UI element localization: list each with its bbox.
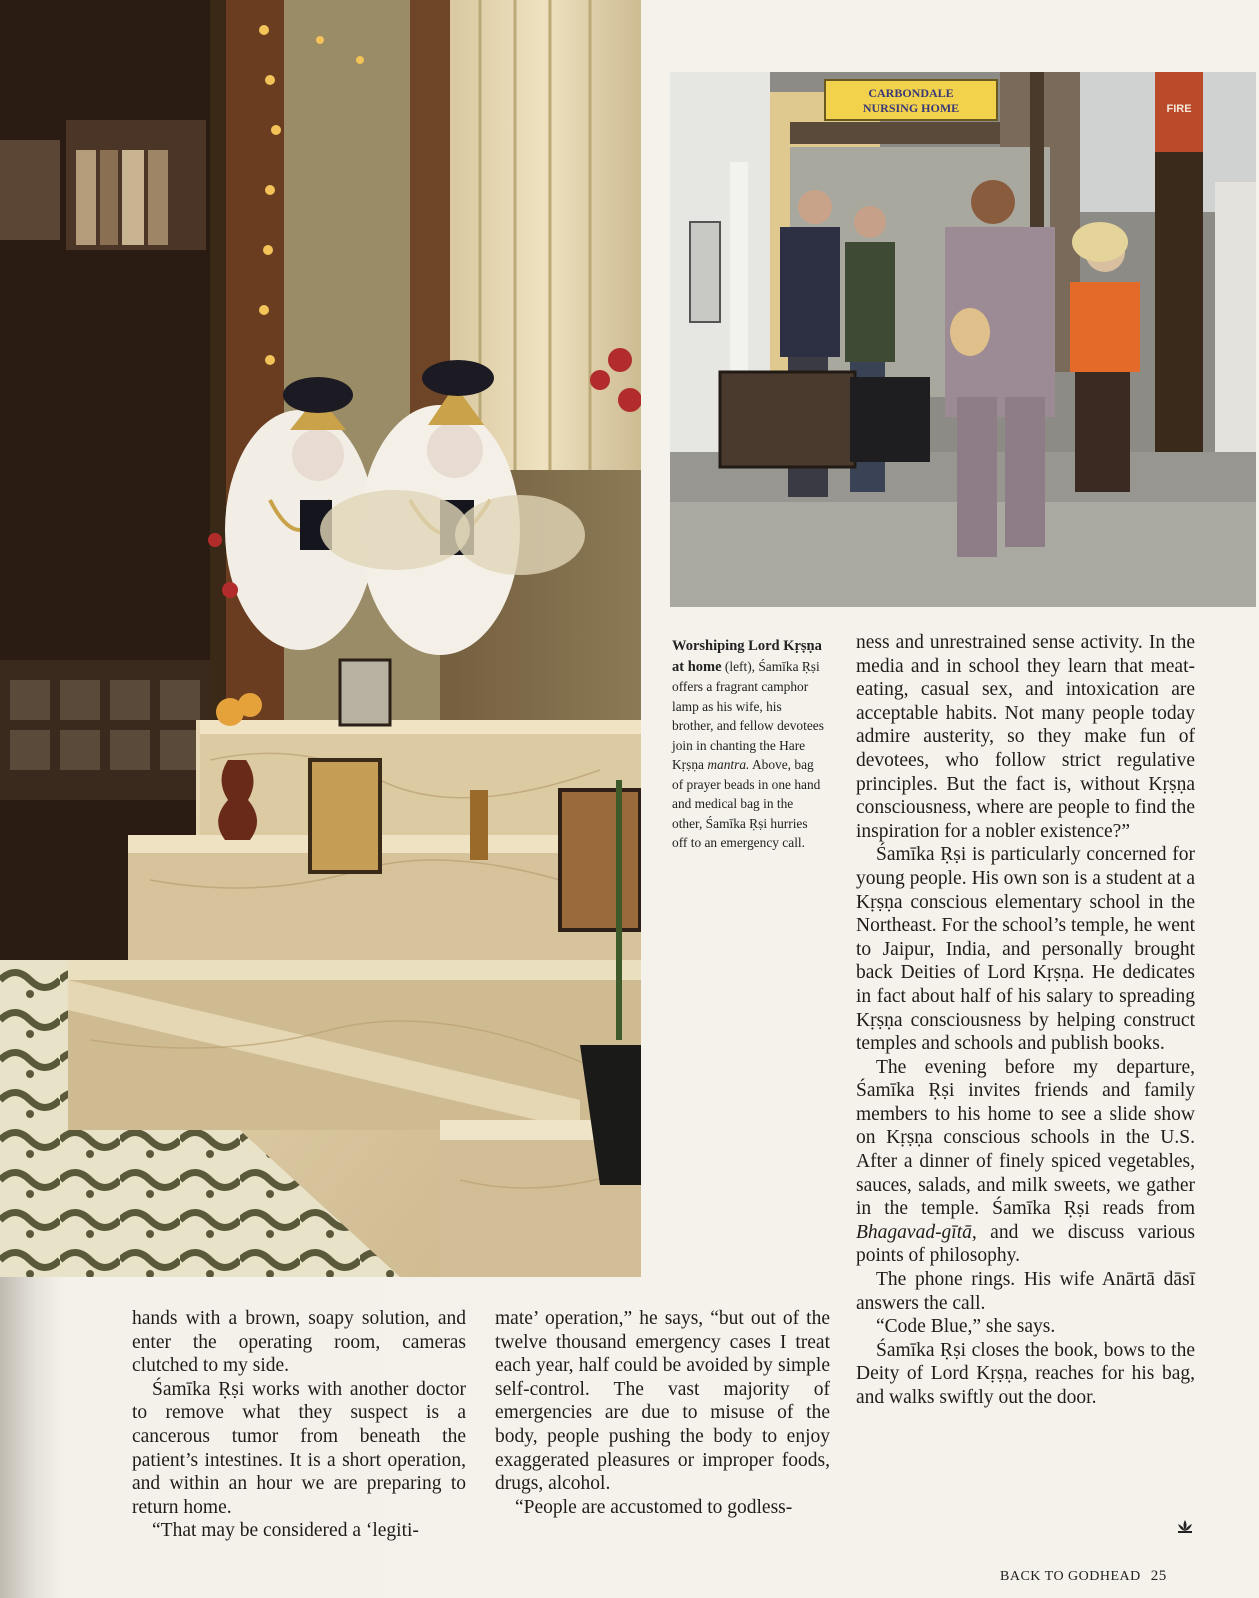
caption-body-end: Above, bag of prayer beads in one hand and medical bag in the other, Śamīka Ṛṣi hurries off to an emergency call. [672, 757, 821, 850]
magazine-name: BACK TO GODHEAD [1000, 1569, 1141, 1584]
caption-body: (left), Śamīka Ṛṣi offers a fragrant camphor lamp as his wife, his brother, and fellow devotees join in chanting the Hare Kṛṣṇa [672, 658, 824, 772]
article-column-2 [495, 1307, 830, 1519]
paragraph: “People are accustomed to godless- [515, 1496, 793, 1518]
paragraph: The phone rings. His wife Anārtā dāsī answers the call. [856, 1269, 1195, 1314]
article-column-1 [132, 1307, 466, 1543]
paragraph: “That may be considered a ‘legiti- [152, 1520, 419, 1542]
photo-caption [672, 636, 824, 853]
page-number: 25 [1150, 1568, 1167, 1584]
caption-title: Worshiping Lord Kṛṣṇa at home [672, 638, 822, 675]
paragraph: Śamīka Ṛṣi works with another doctor to remove what they suspect is a cancerous tumor from beneath the patient’s intestines. It is a short operation, and within an hour we are preparing to return home. [132, 1378, 466, 1518]
paragraph: “Code Blue,” she says. [876, 1316, 1056, 1338]
lotus-end-icon [1176, 1519, 1194, 1533]
svg-text:NURSING HOME: NURSING HOME [862, 101, 960, 115]
paragraph: Śamīka Ṛṣi closes the book, bows to the Deity of Lord Kṛṣṇa, reaches for his bag, and walks swiftly out the door. [856, 1339, 1195, 1408]
nursing-home-sign: CARBONDALE [868, 86, 954, 100]
paragraph: hands with a brown, soapy solution, and enter the operating room, cameras clutched to my side. [132, 1308, 466, 1377]
caption-italic: mantra. [707, 757, 750, 772]
paragraph: ness and unrestrained sense activity. In the media and in school they learn that meat-eating, casual sex, and intoxication are acceptable habits. Not many people today admire austerity, so they make fun of devotees, who follow strict regulative principles. But the fact is, without Kṛṣṇa consciousness, where are people to find the inspiration for a nobler existence?” [856, 632, 1195, 842]
article-column-right [856, 631, 1195, 1410]
paragraph: Śamīka Ṛṣi is particularly concerned for young people. His own son is a student at a Kṛṣṇa conscious elementary school in the Northeast. For the school’s temple, he went to Jaipur, India, and personally brought back Deities of Lord Kṛṣṇa. He dedicates in fact about half of his salary to spreading Kṛṣṇa consciousness by helping construct temples and schools and publish books. [856, 844, 1196, 1055]
fire-sign: FIRE [1166, 103, 1192, 115]
altar-photo [0, 0, 641, 1277]
paragraph: The evening before my departure, Śamīka Ṛṣi invites friends and family members to his home to see a slide show on Kṛṣṇa conscious schools in the U.S. After a dinner of finely spiced vegetables, sauces, salads, and milk sweets, we gather in the temple. Śamīka Ṛṣi reads from Bhagavad-gītā, and we discuss various points of philosophy. [856, 1056, 1195, 1267]
paragraph: mate’ operation,” he says, “but out of the twelve thousand emergency cases I treat each year, half could be avoided by simple self-control. The vast majority of emergencies are due to misuse of the body, people pushing the body to enjoy exaggerated pleasures or improper foods, drugs, alcohol. [495, 1308, 830, 1495]
page-footer [1000, 1568, 1167, 1585]
street-photo [670, 72, 1256, 607]
